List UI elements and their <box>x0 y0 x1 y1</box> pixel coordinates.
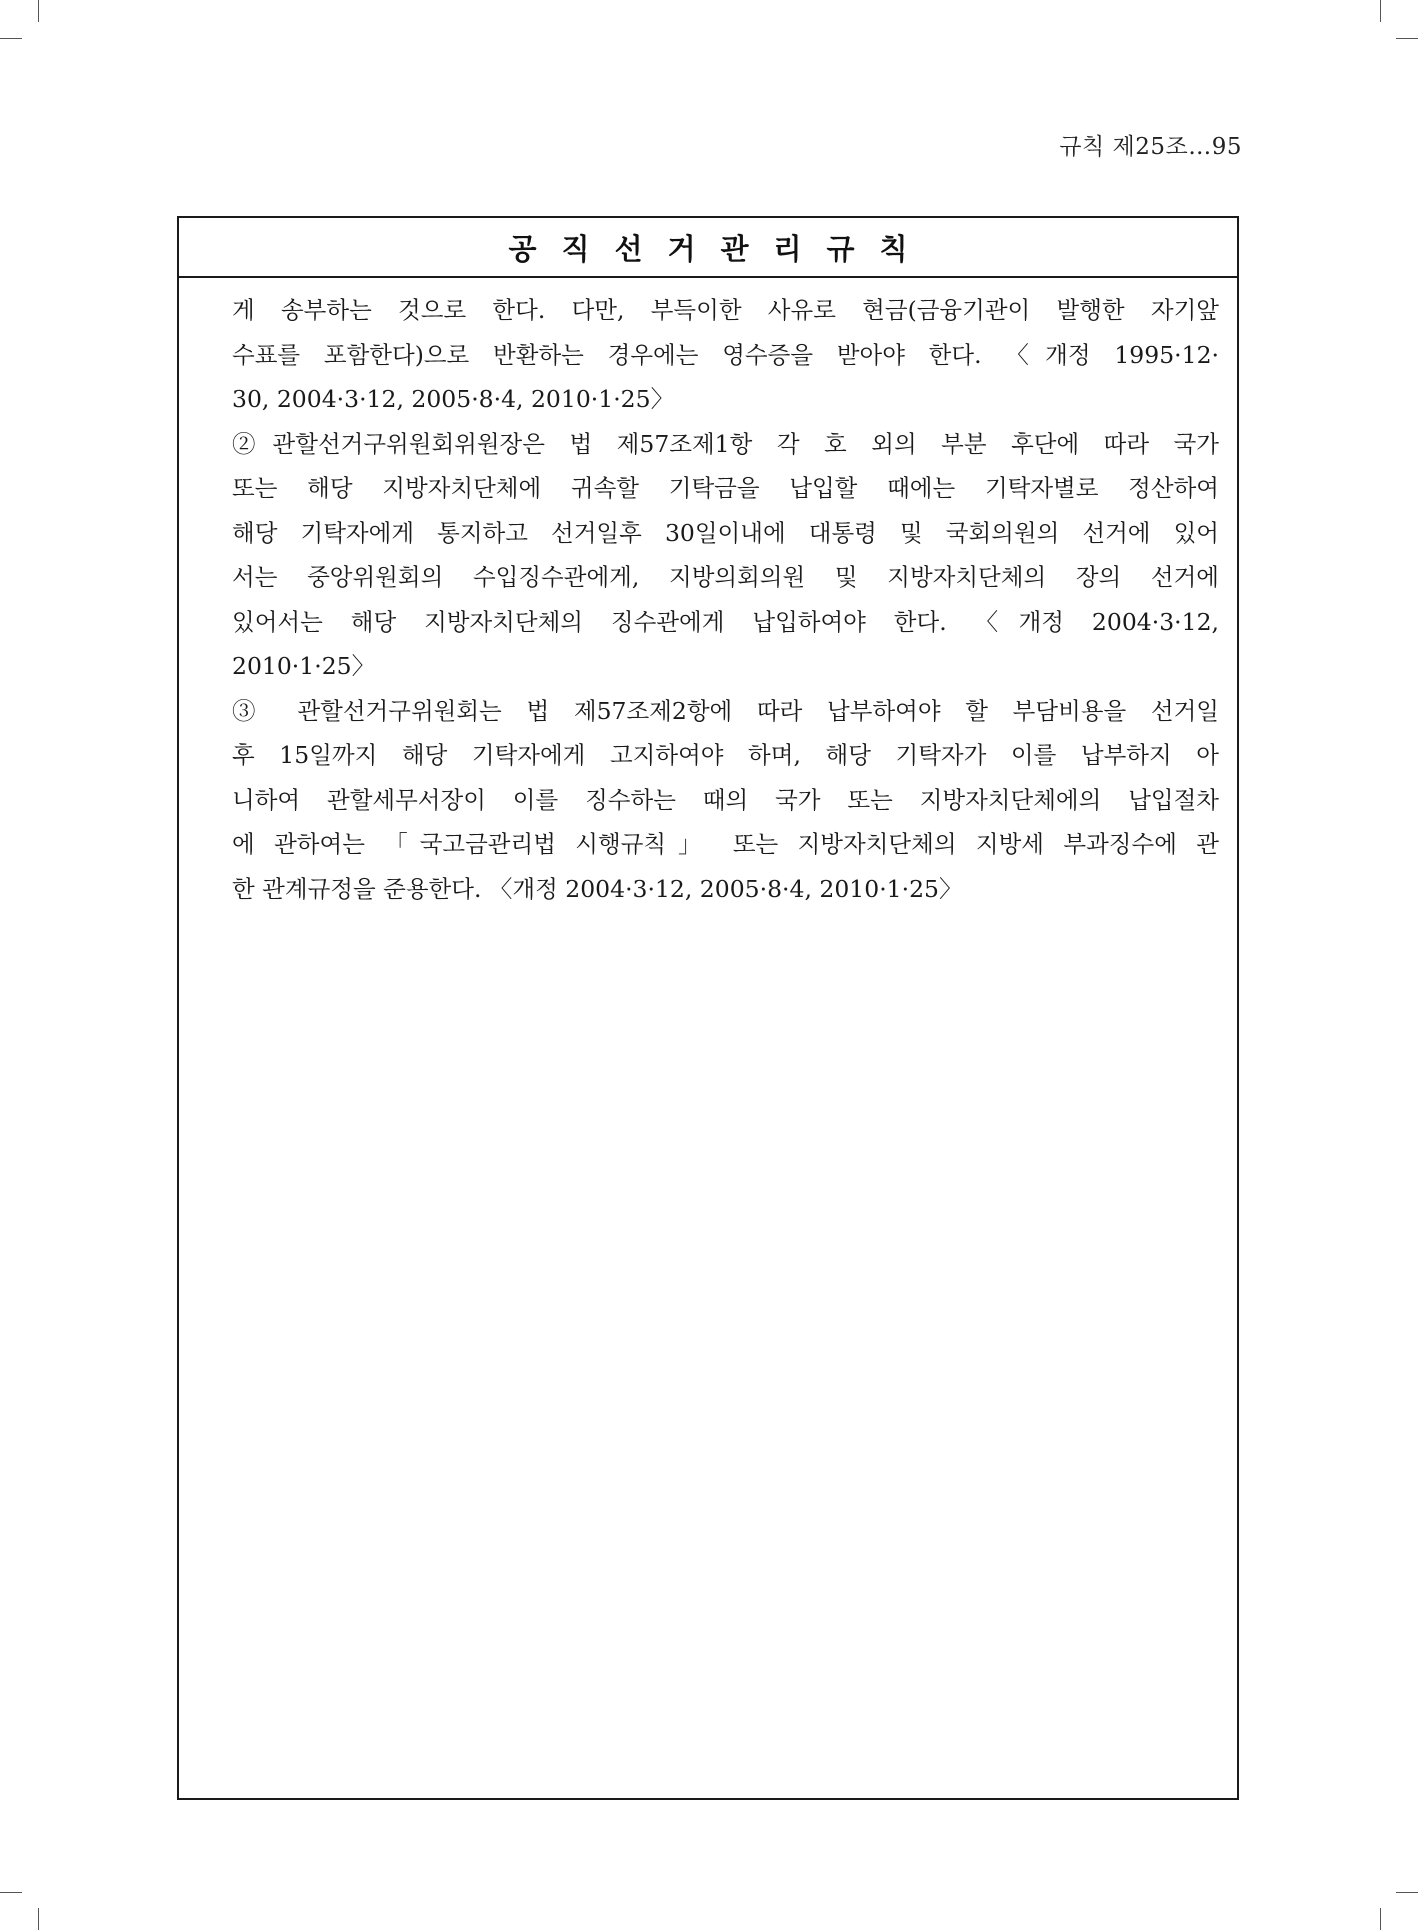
body-line: 2010·1·25〉 <box>232 652 376 680</box>
crop-mark-top-left-vertical <box>38 0 39 22</box>
body-line: 니하여 관할세무서장이 이를 징수하는 때의 국가 또는 지방자치단체에의 납입절차 <box>232 785 1219 814</box>
running-header: 규칙 제25조…95 <box>1059 134 1242 160</box>
crop-mark-bottom-right-vertical <box>1380 1908 1381 1930</box>
body-line: 있어서는 해당 지방자치단체의 징수관에게 납입하여야 한다. 〈개정 2004·3·12, <box>232 607 1219 636</box>
box-title-bar <box>179 218 1237 278</box>
body-line: 서는 중앙위원회의 수입징수관에게, 지방의회의원 및 지방자치단체의 장의 선거에 <box>232 563 1219 591</box>
body-line: 에 관하여는 「국고금관리법 시행규칙」 또는 지방자치단체의 지방세 부과징수에 관 <box>232 830 1219 858</box>
box-title: 공직선거관리규칙 <box>508 231 933 266</box>
body-line: ③ 관할선거구위원회는 법 제57조제2항에 따라 납부하여야 할 부담비용을 선거일 <box>232 696 1219 725</box>
crop-mark-bottom-left-horizontal <box>0 1892 22 1893</box>
body-line: 후 15일까지 해당 기탁자에게 고지하여야 하며, 해당 기탁자가 이를 납부하지 아 <box>232 741 1219 769</box>
body-line: 30, 2004·3·12, 2005·8·4, 2010·1·25〉 <box>232 385 675 413</box>
body-line: ②관할선거구위원회위원장은 법 제57조제1항 각 호 외의 부분 후단에 따라 국가 <box>232 429 1219 458</box>
crop-mark-top-right-horizontal <box>1396 38 1418 39</box>
crop-mark-top-left-horizontal <box>0 38 22 39</box>
crop-mark-bottom-right-horizontal <box>1396 1892 1418 1893</box>
body-line: 한 관계규정을 준용한다. 〈개정 2004·3·12, 2005·8·4, 2010·1·25〉 <box>232 874 963 903</box>
body-line: 게 송부하는 것으로 한다. 다만, 부득이한 사유로 현금(금융기관이 발행한 자기앞 <box>232 296 1219 324</box>
regulation-box <box>177 216 1239 1800</box>
regulation-body <box>179 278 1237 911</box>
crop-mark-top-right-vertical <box>1380 0 1381 22</box>
body-line: 해당 기탁자에게 통지하고 선거일후 30일이내에 대통령 및 국회의원의 선거에 있어 <box>232 518 1219 547</box>
crop-mark-bottom-left-vertical <box>38 1908 39 1930</box>
body-line: 수표를 포함한다)으로 반환하는 경우에는 영수증을 받아야 한다. 〈개정 1995·12· <box>232 340 1219 369</box>
body-line: 또는 해당 지방자치단체에 귀속할 기탁금을 납입할 때에는 기탁자별로 정산하여 <box>232 474 1219 502</box>
